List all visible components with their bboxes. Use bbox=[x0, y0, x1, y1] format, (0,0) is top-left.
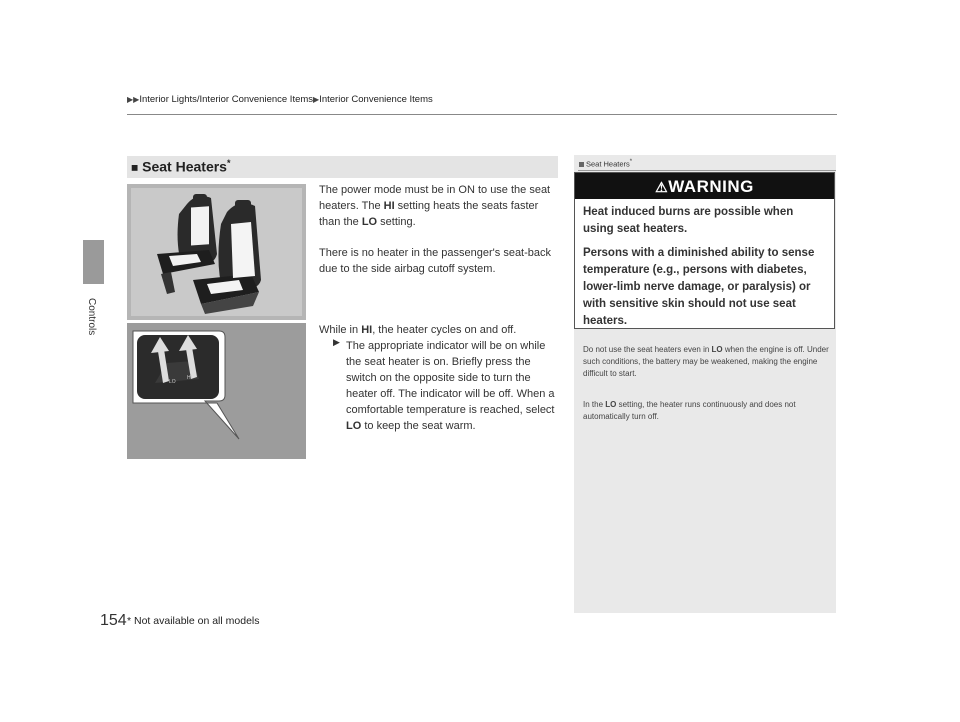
body-paragraph-1: The power mode must be in ON to use the seat heaters. The HI setting heats the seats faster than the LO setting. bbox=[319, 184, 551, 228]
warning-header: ⚠WARNING bbox=[575, 173, 834, 199]
warning-text-1: Heat induced burns are possible when using seat heaters. bbox=[583, 206, 794, 235]
chapter-tab-marker bbox=[83, 240, 104, 284]
chapter-tab-label: Controls bbox=[86, 298, 97, 336]
body-paragraph-4: The appropriate indicator will be on while the seat heater is on. Briefly press the switch on the opposite side to turn the heater off. The indicator will be off. When a comfortable temperature is reached, select LO to keep the seat warm. bbox=[346, 340, 555, 432]
breadcrumb-arrow-icon: ▶▶ bbox=[127, 95, 140, 104]
switch-hi-label: HI bbox=[187, 375, 192, 381]
warning-triangle-icon: ⚠ bbox=[655, 179, 669, 195]
section-title: Seat Heaters bbox=[142, 158, 227, 175]
switch-drawing bbox=[127, 323, 306, 459]
seats-illustration bbox=[127, 184, 306, 320]
breadcrumb-item-interior-lights[interactable]: Interior Lights/Interior Convenience Items bbox=[139, 94, 314, 105]
seats-drawing bbox=[127, 184, 306, 320]
body-paragraph-3: While in HI, the heater cycles on and off. bbox=[319, 324, 517, 336]
section-title-mark: * bbox=[226, 158, 231, 168]
breadcrumb bbox=[127, 94, 433, 105]
note-paragraph-2: In the LO setting, the heater runs continuously and does not automatically turn off. bbox=[583, 400, 796, 421]
header-divider bbox=[127, 114, 837, 115]
section-heading bbox=[131, 158, 230, 175]
section-square-icon: ■ bbox=[131, 160, 139, 175]
notes-title-divider bbox=[578, 170, 836, 171]
body-paragraph-2: There is no heater in the passenger's seat-back due to the side airbag cutoff system. bbox=[319, 247, 552, 275]
notes-title: Seat Heaters* bbox=[579, 159, 632, 169]
note-paragraph-1: Do not use the seat heaters even in LO when the engine is off. Under such conditions, the battery may be weakened, making the engine difficult to start. bbox=[583, 345, 829, 378]
warning-text-2: Persons with a diminished ability to sense temperature (e.g., persons with diabetes, lower-limb nerve damage, or paralysis) or with sensitive skin should not use seat heaters. bbox=[583, 247, 815, 327]
note-square-icon bbox=[579, 162, 584, 167]
switch-illustration bbox=[127, 323, 306, 459]
switch-lo-label: LO bbox=[169, 379, 176, 385]
arrow-icon: ▶ bbox=[333, 337, 340, 347]
footnote: * Not available on all models bbox=[127, 615, 260, 627]
breadcrumb-arrow-icon: ▶ bbox=[313, 95, 320, 104]
breadcrumb-item-convenience[interactable]: Interior Convenience Items bbox=[319, 94, 433, 105]
page-number: 154 bbox=[100, 612, 127, 629]
